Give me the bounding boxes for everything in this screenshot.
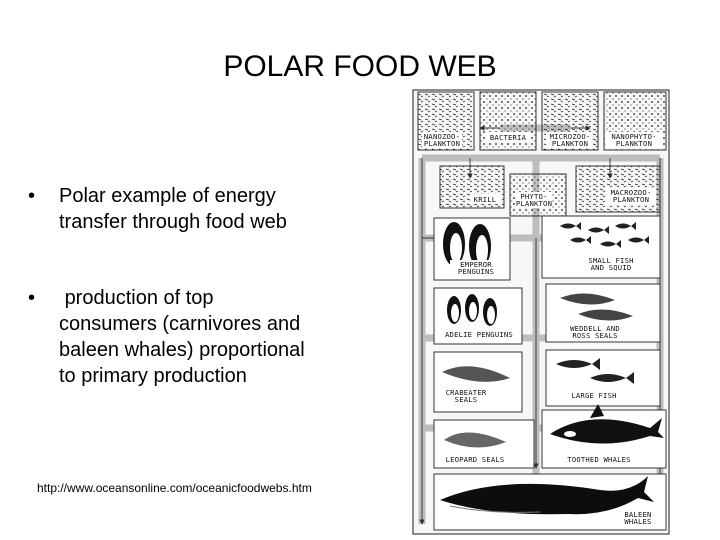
node-label: WHALES <box>624 517 652 526</box>
bullet-item <box>28 285 398 389</box>
node-label: PENGUINS <box>457 267 495 276</box>
node-label: TOOTHED WHALES <box>567 455 631 464</box>
node-nanozooplankton <box>418 92 474 150</box>
node-label: PLANKTON <box>615 139 653 148</box>
node-krill <box>440 166 504 208</box>
bullet-marker: • <box>28 287 36 309</box>
slide-title-text: POLAR FOOD WEB <box>223 50 497 83</box>
node-label: AND SQUID <box>590 263 632 272</box>
node-phytoplankton <box>510 174 566 216</box>
node-label: PLANKTON <box>551 139 589 148</box>
node-baleen-whales <box>434 474 666 530</box>
node-label: LEOPARD SEALS <box>445 455 505 464</box>
node-label: BALEEN <box>624 510 652 519</box>
node-label: KRILL <box>473 195 497 204</box>
node-label: BACTERIA <box>489 133 527 142</box>
food-web-diagram <box>410 88 672 536</box>
node-label: NANOPHYTO- <box>611 132 657 141</box>
source-url[interactable]: http://www.oceansonline.com/oceanicfoodwebs.htm <box>37 481 312 495</box>
node-nanophytoplankton <box>604 92 666 150</box>
node-label: MACROZOO- <box>610 188 652 197</box>
slide-title <box>0 50 720 84</box>
node-toothed-whales <box>542 404 666 468</box>
bullet-item <box>28 183 398 235</box>
node-weddell-ross-seals <box>546 284 660 342</box>
node-small-fish-squid <box>542 216 660 278</box>
node-label: WEDDELL AND <box>570 324 620 333</box>
node-label: PLANKTON <box>612 195 650 204</box>
node-large-fish <box>546 350 660 406</box>
node-label: ROSS SEALS <box>572 331 618 340</box>
node-label: NANOZOO- <box>423 132 461 141</box>
node-label: SMALL FISH <box>588 256 634 265</box>
node-microzooplankton <box>542 92 598 150</box>
node-leopard-seals <box>434 420 534 468</box>
node-crabeater-seals <box>434 352 522 412</box>
bullet-list <box>28 183 398 389</box>
node-label: SEALS <box>454 395 478 404</box>
node-label: EMPEROR <box>460 260 492 269</box>
node-bacteria <box>480 92 536 150</box>
node-emperor-penguins <box>434 218 510 280</box>
node-label: ADELIE PENGUINS <box>445 330 513 339</box>
bullet-text: production of top consumers (carnivores and baleen whales) proportional to primary production <box>59 287 311 387</box>
node-adelie-penguins <box>434 288 522 344</box>
node-label: PHYTO- <box>520 192 548 201</box>
node-label: CRABEATER <box>445 388 487 397</box>
node-label: PLANKTON <box>515 199 553 208</box>
node-macrozooplankton <box>576 166 660 212</box>
penguin-icon <box>447 294 497 326</box>
node-label: PLANKTON <box>423 139 461 148</box>
node-label: MICROZOO- <box>549 132 591 141</box>
node-label: LARGE FISH <box>571 391 617 400</box>
bullet-text: Polar example of energy transfer through food web <box>59 185 287 233</box>
bullet-marker: • <box>28 185 36 207</box>
